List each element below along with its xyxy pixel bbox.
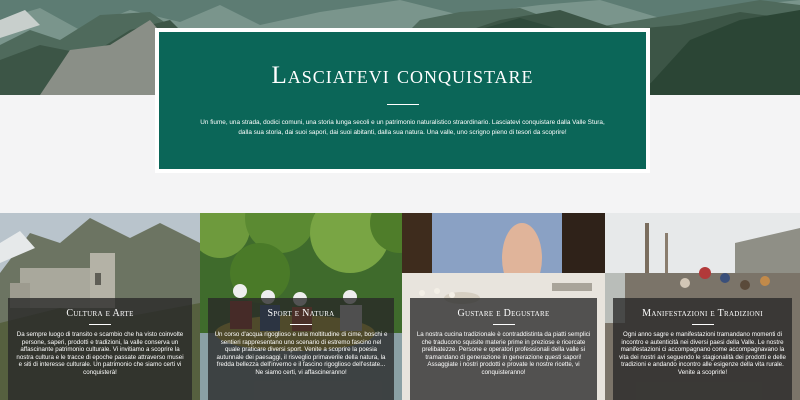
card-title: Manifestazioni e Tradizioni: [642, 308, 763, 319]
card-divider: [493, 324, 515, 325]
card-overlay: [410, 298, 597, 400]
intro-panel: [159, 32, 646, 169]
card-divider: [89, 324, 111, 325]
card-sport-natura[interactable]: [200, 213, 402, 400]
intro-card: [155, 28, 650, 173]
card-cultura-arte[interactable]: [0, 213, 200, 400]
card-divider: [692, 324, 714, 325]
card-overlay: [8, 298, 192, 400]
intro-divider: [387, 104, 419, 105]
card-title: Cultura e Arte: [66, 308, 134, 319]
card-text: Ogni anno sagre e manifestazioni tramandano momenti di incontro e autenticità nei diversi paesi della Valle. Le nostre manifestazioni ci accompagnano come accompagnavano la vita dei nostri avi seguendo le stagionalità dei prodotti e delle tradizioni e andando incontro alle esigenze della vita rurale. Venite a scoprirle!: [619, 331, 786, 376]
card-title: Gustare e Degustare: [457, 308, 550, 319]
card-manifestazioni-tradizioni[interactable]: [605, 213, 800, 400]
card-overlay: [208, 298, 394, 400]
card-text: La nostra cucina tradizionale è contraddistinta da piatti semplici che traducono squisite materie prime in preziose e ricercate prelibatezze. Persone e operatori professionali della valle si tramandano di generazione in generazione questi sapori! Assaggiate i nostri prodotti e provate le nostre ricette, vi conquisteranno!: [416, 331, 591, 376]
card-title: Sport e Natura: [267, 308, 335, 319]
card-text: Da sempre luogo di transito e scambio che ha visto coinvolte persone, saperi, prodotti e tradizioni, la valle conserva un affascinante patrimonio culturale. Vi invitiamo a scoprire la nostra cultura e le tracce di epoche passate attraverso musei e siti di interesse culturale. Un patrimonio che siamo certi vi conquisterà!: [16, 331, 184, 376]
card-gustare-degustare[interactable]: [402, 213, 605, 400]
category-cards: [0, 213, 800, 400]
card-text: Un corso d'acqua rigoglioso e una moltitudine di cime, boschi e sentieri rappresentano uno scenario di estremo fascino nel quale praticare diversi sport. Venite a scoprire la poesia autunnale dei paesaggi, il risveglio primaverile della natura, la fredda bellezza dell'inverno e il fascino rigoglioso dell'estate... Ne siamo certi, vi affascineranno!: [214, 331, 388, 376]
intro-title: Lasciatevi conquistare: [271, 62, 534, 89]
card-divider: [290, 324, 312, 325]
card-overlay: [613, 298, 792, 400]
intro-text: Un fiume, una strada, dodici comuni, una storia lunga secoli e un patrimonio naturalistico straordinario. Lasciatevi conquistare dalla Valle Stura, dalla sua storia, dai suoi sapori, dai suoi abitanti, dalla sua natura. Una valle, uno scrigno pieno di tesori da scoprire!: [200, 119, 605, 136]
